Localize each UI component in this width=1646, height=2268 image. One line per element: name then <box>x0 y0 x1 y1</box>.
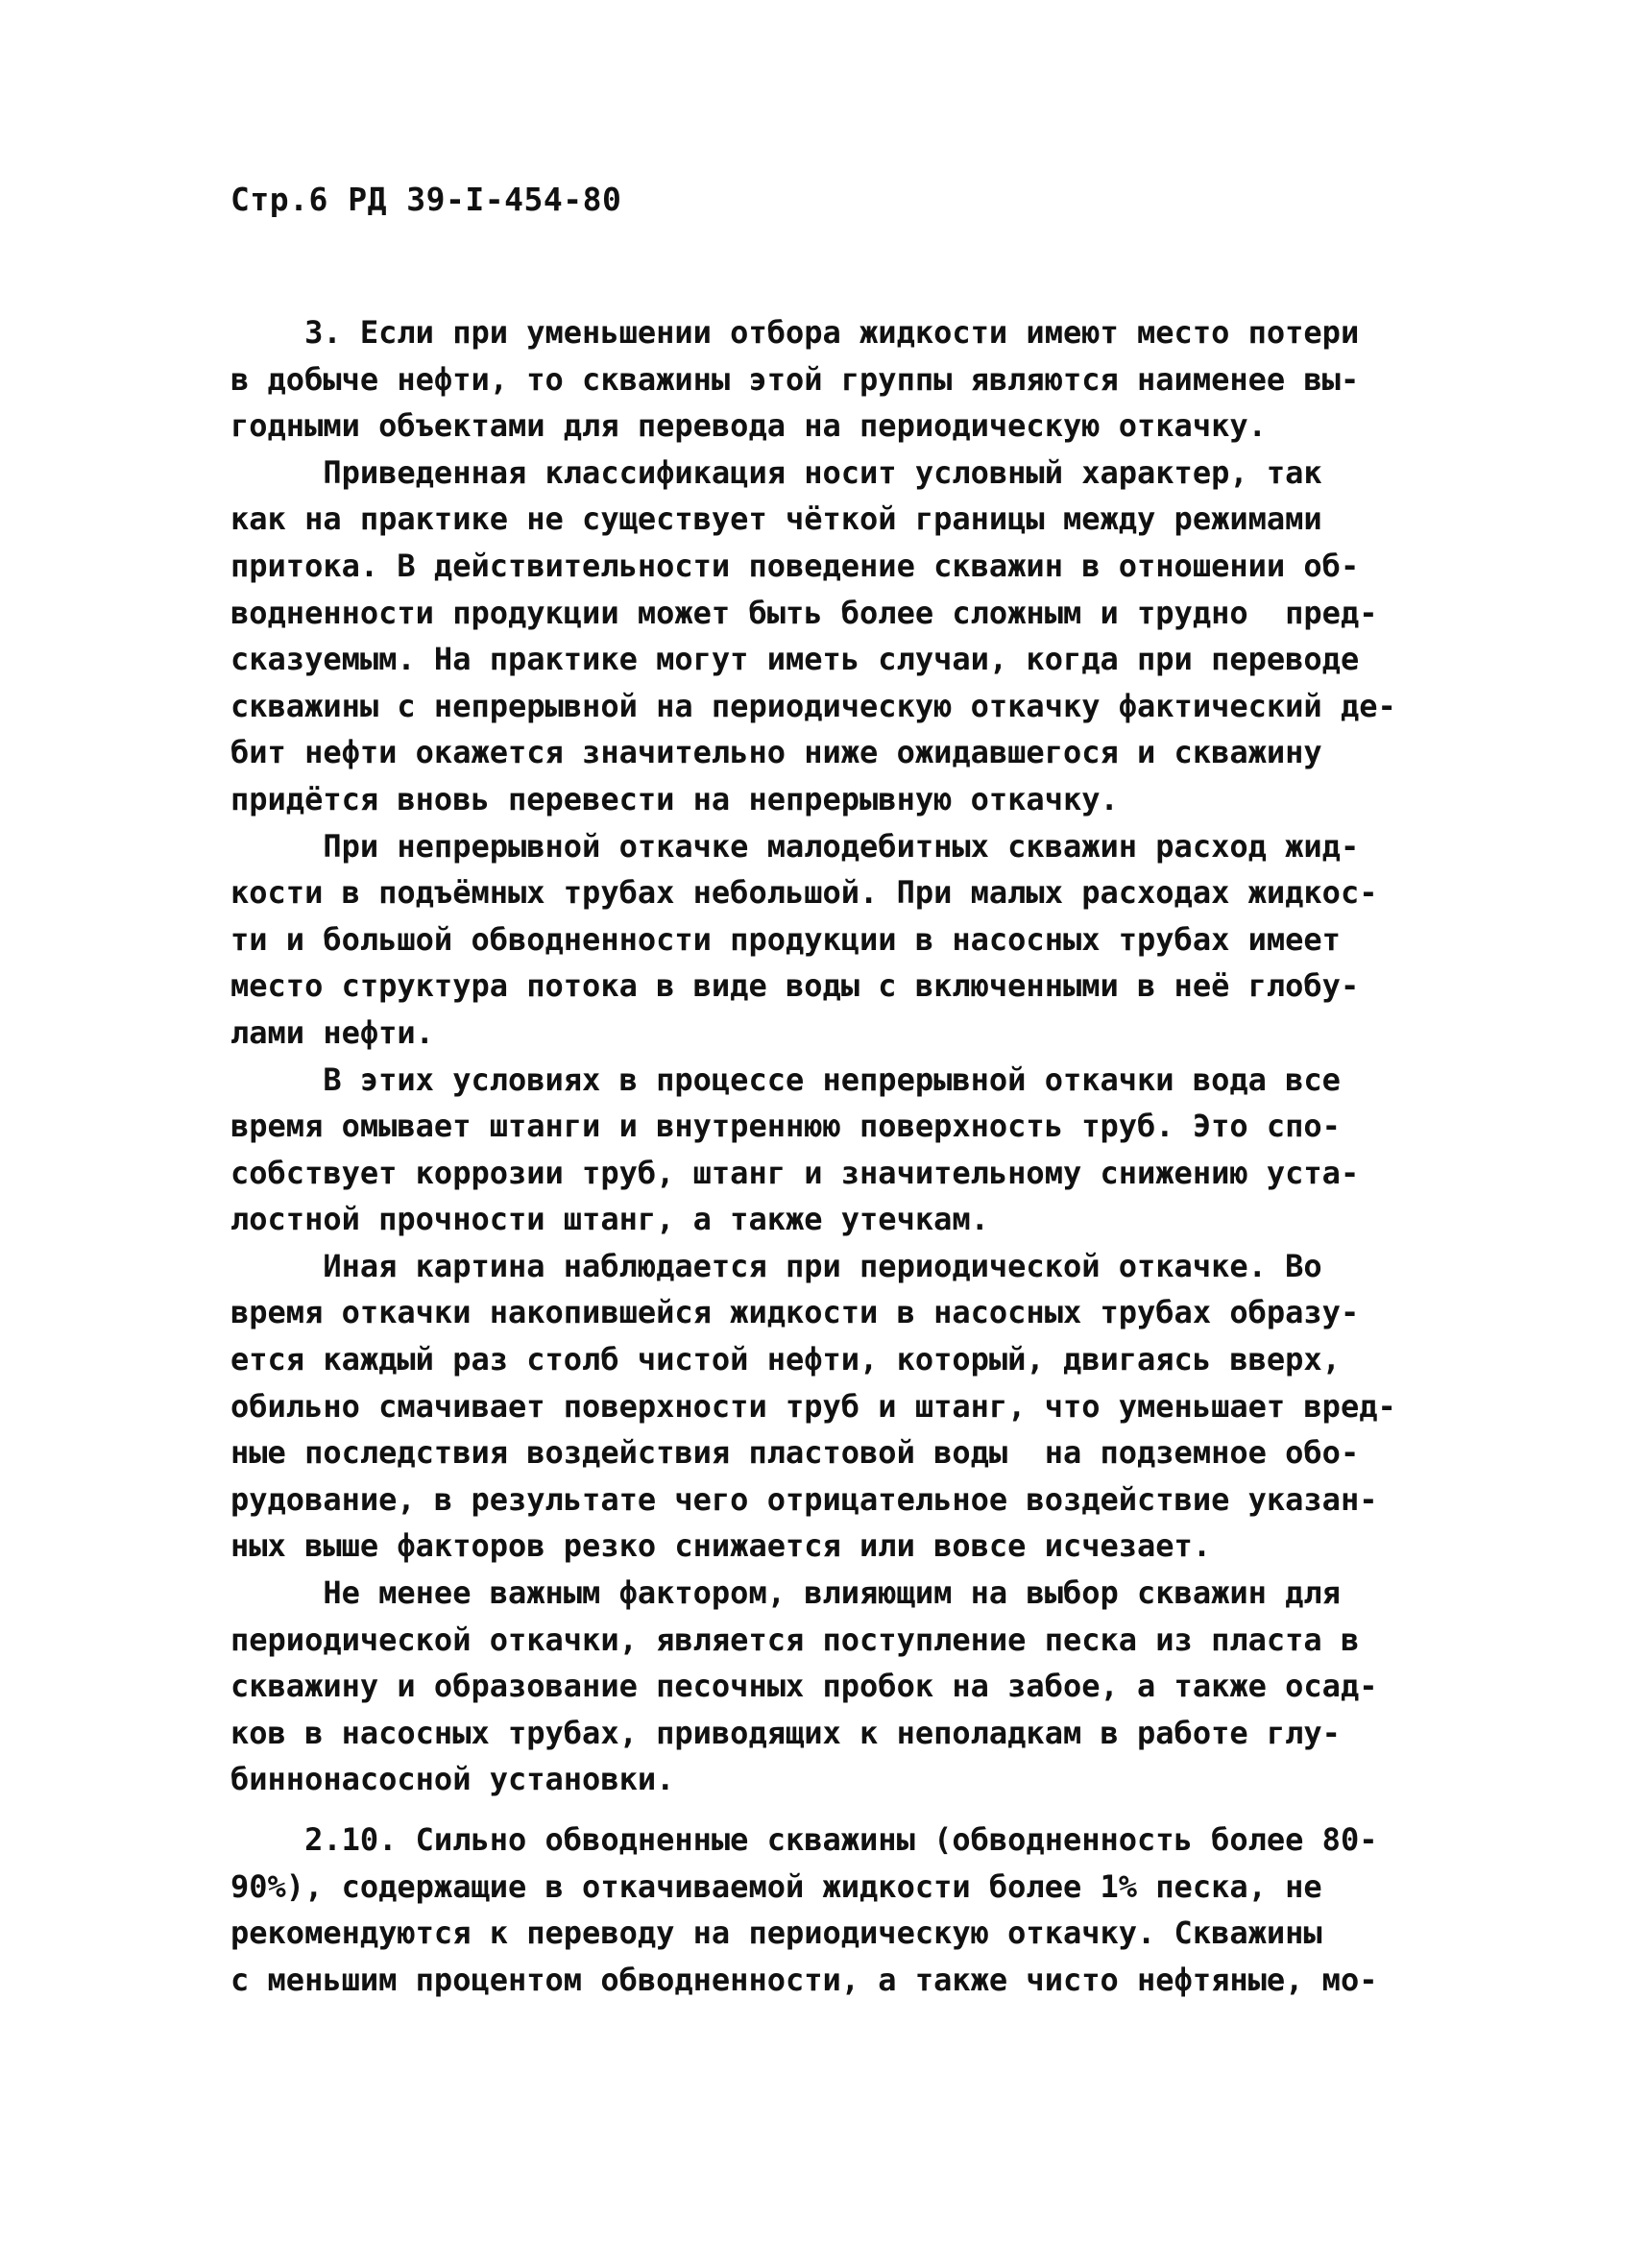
text-line: ется каждый раз столб чистой нефти, который, двигаясь вверх, <box>230 1341 1341 1378</box>
page-header: Стр.6 РД 39-I-454-80 <box>230 181 622 218</box>
text-line: скважину и образование песочных пробок на забое, а также осад- <box>230 1668 1378 1705</box>
text-line: время откачки накопившейся жидкости в насосных трубах образу- <box>230 1294 1360 1331</box>
text-line: лостной прочности штанг, а также утечкам. <box>230 1201 989 1238</box>
text-line: 3. Если при уменьшении отбора жидкости имеют место потери <box>230 314 1360 351</box>
text-line: как на практике не существует чёткой границы между режимами <box>230 500 1322 538</box>
text-line: сказуемым. На практике могут иметь случаи, когда при переводе <box>230 641 1360 678</box>
text-line: обильно смачивает поверхности труб и штанг, что уменьшает вред- <box>230 1387 1396 1425</box>
text-line: кости в подъёмных трубах небольшой. При малых расходах жидкос- <box>230 874 1378 912</box>
text-line: Приведенная классификация носит условный характер, так <box>230 453 1322 491</box>
paragraph-gap <box>230 1803 1440 1817</box>
text-line: В этих условиях в процессе непрерывной откачки вода все <box>230 1061 1341 1098</box>
text-line: биннонасосной установки. <box>230 1761 675 1798</box>
body-text <box>230 309 1440 2003</box>
text-line: с меньшим процентом обводненности, а также чисто нефтяные, мо- <box>230 1961 1378 1998</box>
text-line: время омывает штанги и внутреннюю поверхность труб. Это спо- <box>230 1108 1341 1145</box>
text-line: Иная картина наблюдается при периодической откачке. Во <box>230 1247 1322 1284</box>
text-line: в добыче нефти, то скважины этой группы являются наименее вы- <box>230 360 1360 398</box>
text-line: ти и большой обводненности продукции в насосных трубах имеет <box>230 920 1341 958</box>
text-line: 90%), содержащие в откачиваемой жидкости более 1% песка, не <box>230 1867 1322 1905</box>
text-line: бит нефти окажется значительно ниже ожидавшегося и скважину <box>230 734 1322 771</box>
text-line: придётся вновь перевести на непрерывную откачку. <box>230 780 1119 817</box>
text-line: При непрерывной откачке малодебитных скважин расход жид- <box>230 827 1360 865</box>
text-line: место структура потока в виде воды с включенными в неё глобу- <box>230 967 1360 1005</box>
text-line: ные последствия воздействия пластовой воды на подземное обо- <box>230 1434 1360 1472</box>
text-line: скважины с непрерывной на периодическую откачку фактический де- <box>230 687 1396 724</box>
text-line: ков в насосных трубах, приводящих к неполадкам в работе глу- <box>230 1714 1341 1751</box>
text-line: притока. В действительности поведение скважин в отношении об- <box>230 547 1360 584</box>
text-line: 2.10. Сильно обводненные скважины (обводненность более 80- <box>230 1821 1378 1858</box>
text-line: годными объектами для перевода на периодическую откачку. <box>230 407 1267 445</box>
text-line: лами нефти. <box>230 1013 434 1051</box>
text-line: ных выше факторов резко снижается или вовсе исчезает. <box>230 1527 1212 1565</box>
text-line: Не менее важным фактором, влияющим на выбор скважин для <box>230 1574 1341 1612</box>
text-line: рекомендуются к переводу на периодическую откачку. Скважины <box>230 1914 1322 1952</box>
text-line: водненности продукции может быть более сложным и трудно пред- <box>230 594 1378 631</box>
text-line: рудование, в результате чего отрицательное воздействие указан- <box>230 1480 1378 1518</box>
text-line: собствует коррозии труб, штанг и значительному снижению уста- <box>230 1154 1360 1191</box>
text-line: периодической откачки, является поступление песка из пласта в <box>230 1621 1360 1658</box>
